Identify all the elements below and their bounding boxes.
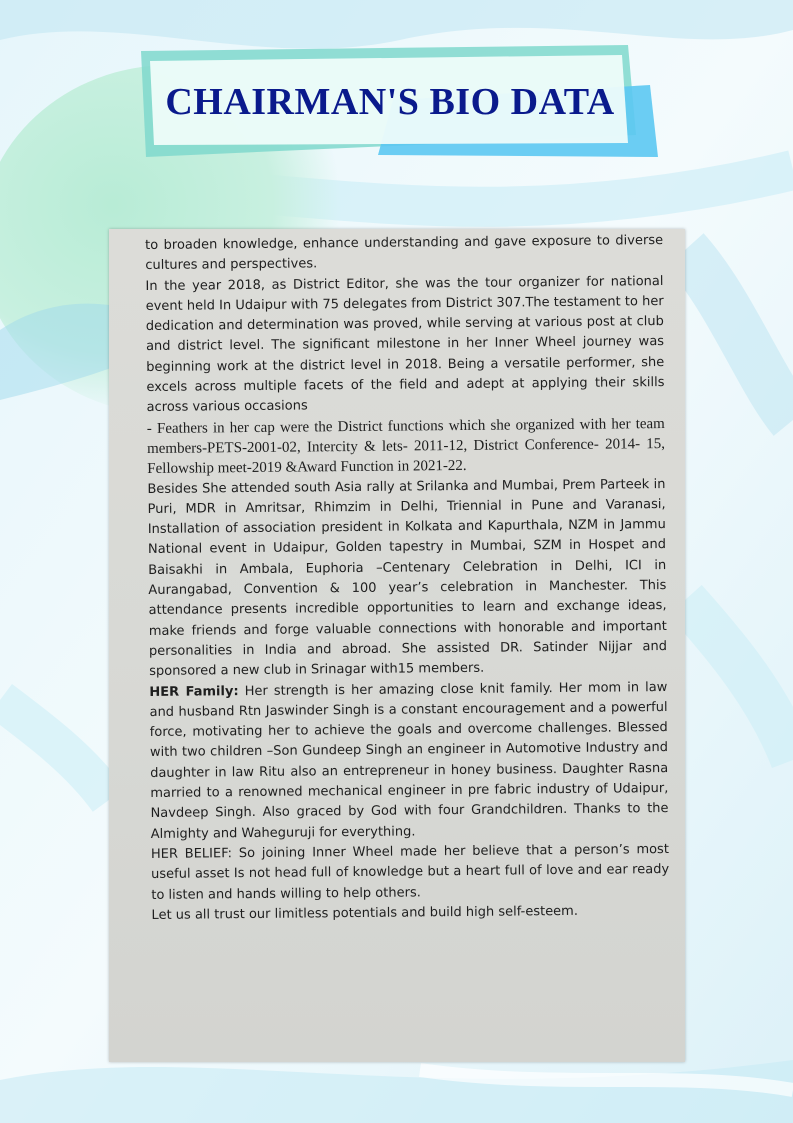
paragraph-family [149, 678, 669, 845]
paragraph-closing: Let us all trust our limitless potentials and build high self-esteem. [151, 903, 579, 923]
paragraph-belief: HER BELIEF: So joining Inner Wheel made her believe that a person’s most useful asset Is not head full of knowledge but a heart full of love and ear ready to listen and hands willing to help others. [150, 841, 670, 903]
paragraph-feathers: - Feathers in her cap were the District functions which she organized with her team members-PETS-2001-02, Intercity & lets- 2011-12, District Conference- 2014- 15, Fellowship meet-2019 &Award Function in 2021-22. [146, 415, 666, 478]
page-title: CHAIRMAN'S BIO DATA [165, 81, 615, 123]
family-label: HER Family: [149, 683, 239, 700]
paragraph-broaden: to broaden knowledge, enhance understanding and gave exposure to diverse cultures and perspectives. [145, 233, 664, 274]
document-text [145, 231, 670, 926]
scanned-document [109, 229, 685, 1062]
paragraph-events: Besides She attended south Asia rally at Srilanka and Mumbai, Prem Parteek in Puri, MDR in Amritsar, Rhimzim in Delhi, Triennial in Pune and Varanasi, Installation of association president in Kolkata and Kapurthala, NZM in Jammu National event in Udaipur, Golden tapestry in Mumbai, SZM in Hospet and Baisakhi in Ambala, Euphoria –Centenary Celebration in Delhi, ICI in Aurangabad, Convention & 100 year’s celebration in Manchester. This attendance presents incredible opportunities to learn and exchange ideas, make friends and forge valuable connections with honorable and important personalities in India and abroad. She assisted DR. Satinder Nijjar and sponsored a new club in Srinagar with15 members. [147, 476, 668, 680]
paragraph-2018: In the year 2018, as District Editor, she was the tour organizer for national event held In Udaipur with 75 delegates from District 307.The testament to her dedication and determination was proved, while serving at various post at club and district level. The significant milestone in her Inner Wheel journey was beginning work at the district level in 2018. Being a versatile performer, she excels across multiple facets of the field and adept at applying their skills across various occasions [145, 273, 665, 416]
family-text: Her strength is her amazing close knit family. Her mom in law and husband Rtn Jaswinder Singh is a constant encouragement and a powerful force, motivating her to achieve the goals and overcome challenges. Blessed with two children –Son Gundeep Singh an engineer in Automotive Industry and daughter in law Ritu also an entrepreneur in honey business. Daughter Rasna married to a renowned mechanical engineer in pre fabric industry of Udaipur, Navdeep Singh. Also graced by God with four Grandchildren. Thanks to the Almighty and Waheguruji for everything. [149, 679, 669, 842]
